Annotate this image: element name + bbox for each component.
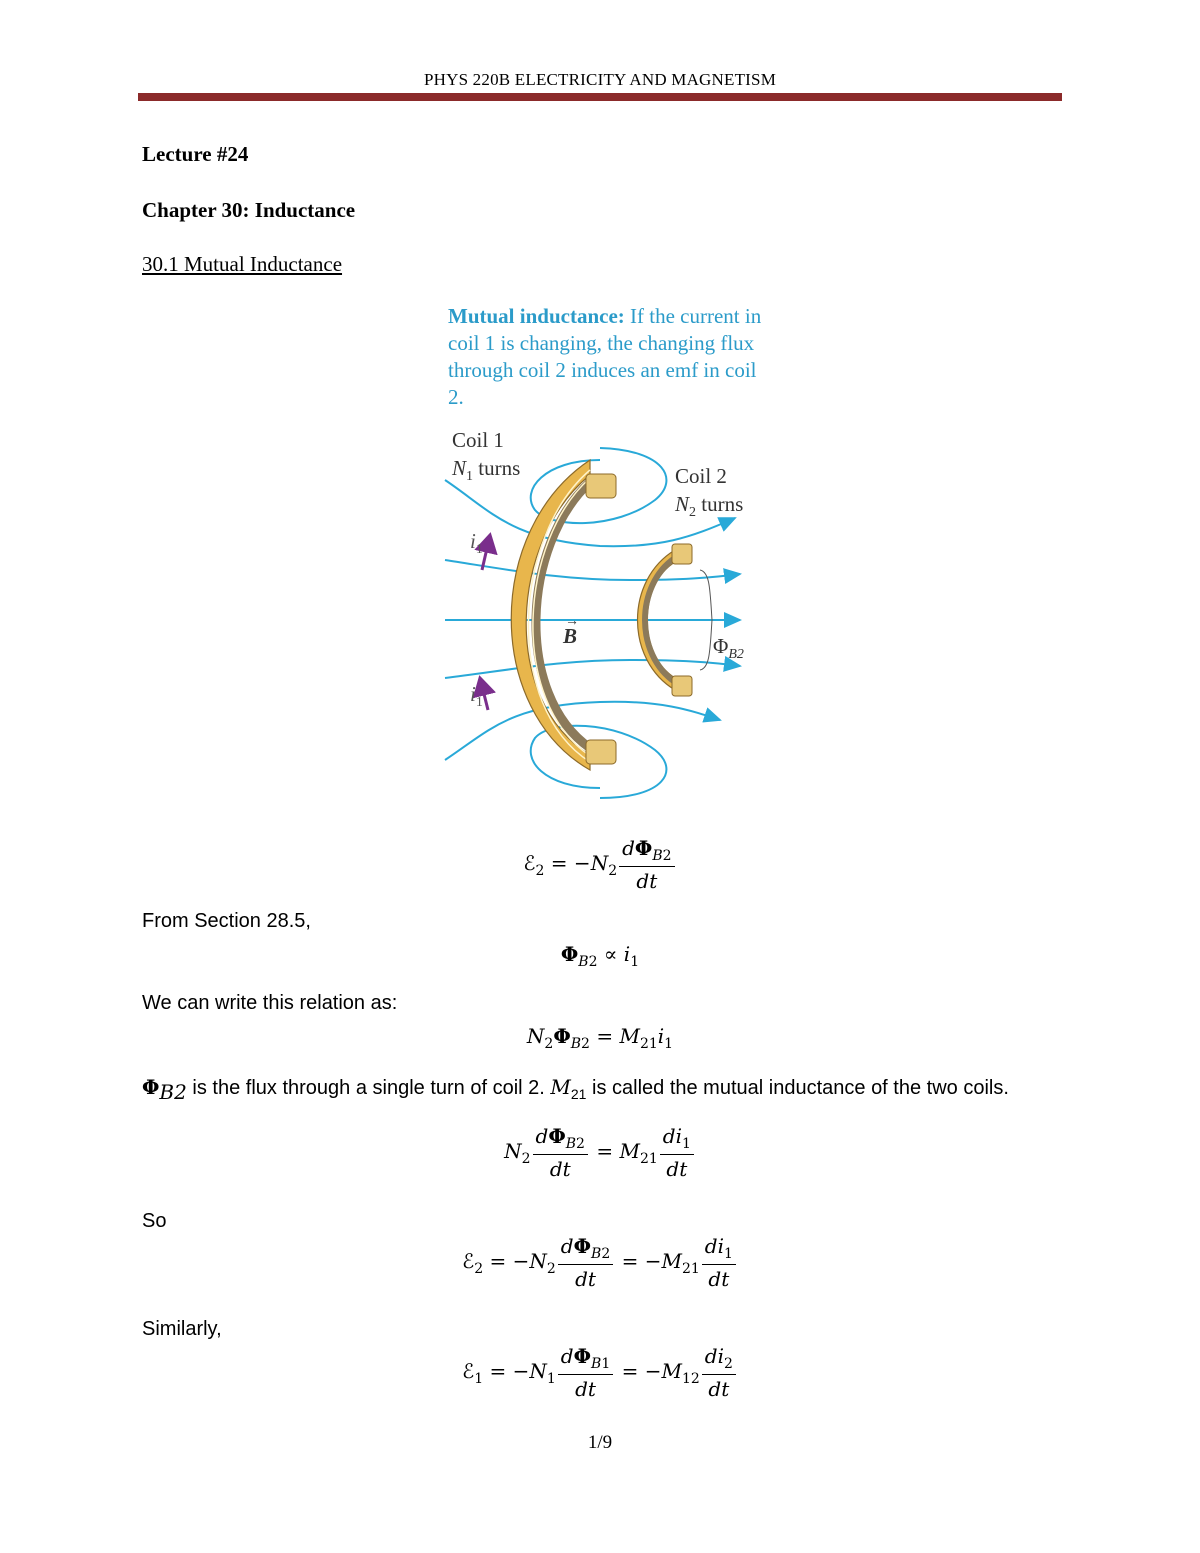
coil-1-n-sub: 1 — [466, 469, 474, 485]
coil-1 — [511, 460, 616, 770]
para-phi: Φ — [142, 1075, 160, 1099]
field-b: B — [563, 624, 578, 648]
similarly-text: Similarly, — [142, 1318, 222, 1340]
current-i: i — [470, 682, 476, 706]
current-i: i — [470, 529, 476, 553]
figure-caption-bold: Mutual inductance: — [448, 304, 625, 328]
coil-2-n: N — [675, 492, 690, 516]
coil-1-name: Coil 1 — [452, 428, 504, 452]
vector-arrow-icon: → — [565, 614, 579, 629]
coil-1-n: N — [452, 456, 467, 480]
current-arrow-top — [482, 535, 490, 570]
para-m-sub: 21 — [570, 1086, 587, 1102]
write-relation-text: We can write this relation as: — [142, 992, 398, 1014]
equation-emf2-mutual: ℰ$_2$ = $-N_2$ $\frac{d\Phi_{B2}}{dt}$ = $-M_{21}$ $\frac{di_1}{dt}$ — [0, 1234, 1200, 1291]
figure-caption — [448, 303, 768, 411]
flux-label — [713, 632, 744, 669]
coil-2-name: Coil 2 — [675, 464, 727, 488]
current-label-bottom — [470, 680, 483, 717]
header-divider — [138, 93, 1062, 101]
lecture-number: Lecture #24 — [142, 142, 249, 166]
coil-2-label — [675, 462, 743, 527]
coil-1-label — [452, 426, 520, 491]
field-line-2 — [445, 560, 740, 580]
equation-emf2: ℰ$_2$ = $-N_2$ $\frac{d\Phi_{B2}}{dt}$ — [0, 836, 1200, 893]
coil-2-n-sub: 2 — [689, 505, 697, 521]
para-mid: is the flux through a single turn of coil 2. — [186, 1077, 551, 1099]
flux-sub: B2 — [728, 647, 744, 663]
coil-2-turns-word: turns — [696, 492, 744, 516]
para-phi-sub: B2 — [159, 1080, 187, 1104]
so-text: So — [142, 1210, 167, 1232]
flux-phi: Φ — [713, 634, 729, 658]
field-line-4 — [445, 660, 740, 678]
from-section-text: From Section 28.5, — [142, 910, 311, 932]
coil-2-turns — [675, 490, 743, 527]
equation-derivative: $N_2$ $\frac{d\Phi_{B2}}{dt}$ = $M_{21}$ $\frac{di_1}{dt}$ — [0, 1124, 1200, 1181]
current-label-top — [470, 527, 483, 564]
equation-mutual-def: $N_2\Phi_{B2} = M_{21}i_1$ — [526, 1024, 674, 1052]
equation-proportional: $\Phi_{B2} \propto i_1$ — [560, 942, 640, 970]
header-title: PHYS 220B ELECTRICITY AND MAGNETISM — [423, 70, 777, 89]
para-m: M — [550, 1075, 571, 1099]
page-number: 1/9 — [587, 1432, 613, 1453]
section-heading: 30.1 Mutual Inductance — [142, 252, 343, 276]
chapter-title: Chapter 30: Inductance — [142, 198, 356, 222]
current-i-sub: 1 — [475, 695, 483, 711]
coil-1-turns — [452, 454, 520, 491]
para-tail: is called the mutual inductance of the two coils. — [586, 1077, 1009, 1099]
current-i-sub: 1 — [475, 542, 483, 558]
mutual-inductance-paragraph — [142, 1074, 1060, 1107]
figure-caption-text: If the current in coil 1 is changing, the changing flux through coil 2 induces an emf in coil 2. — [448, 304, 762, 409]
equation-emf1-mutual: ℰ$_1$ = $-N_1$ $\frac{d\Phi_{B1}}{dt}$ = $-M_{12}$ $\frac{di_2}{dt}$ — [0, 1344, 1200, 1401]
field-label — [563, 614, 579, 650]
coil-1-turns-word: turns — [473, 456, 521, 480]
